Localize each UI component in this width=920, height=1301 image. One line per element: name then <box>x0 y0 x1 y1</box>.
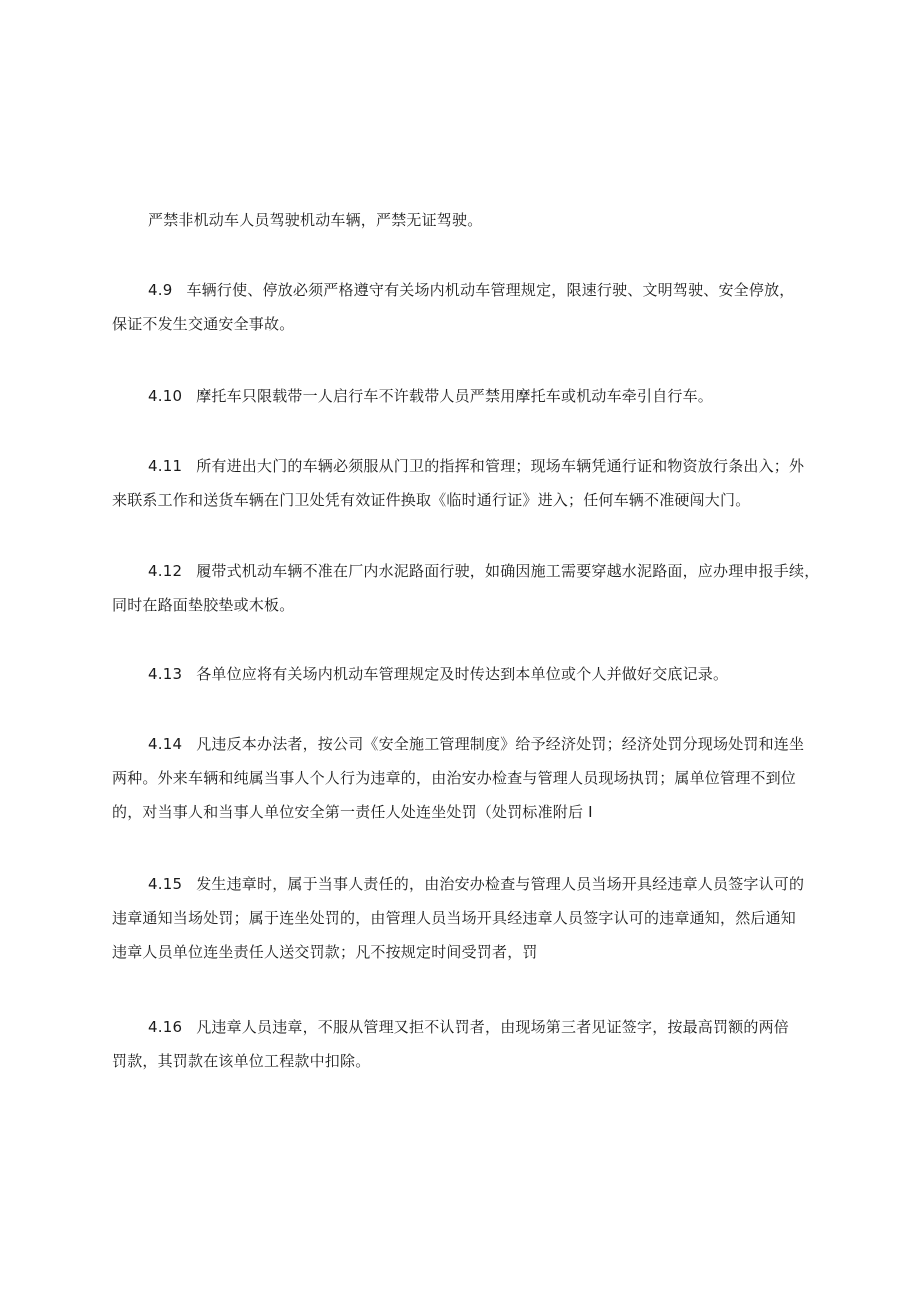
clause-text: 摩托车只限载带一人启行车不许载带人员严禁用摩托车或机动车牵引自行车。 <box>196 387 714 405</box>
clause-4-11 <box>112 449 812 517</box>
clause-text: 所有进出大门的车辆必须服从门卫的指挥和管理；现场车辆凭通行证和物资放行条出入；外 <box>196 457 805 475</box>
paragraph-line <box>112 273 812 307</box>
paragraph-line: 违章人员单位连坐责任人送交罚款；凡不按规定时间受罚者，罚 <box>112 943 538 961</box>
paragraph-line: 严禁非机动车人员驾驶机动车辆，严禁无证驾驶。 <box>148 211 483 229</box>
paragraph-line: 罚款，其罚款在该单位工程款中扣除。 <box>112 1052 371 1070</box>
clause-text: 车辆行使、停放必须严格遵守有关场内机动车管理规定，限速行驶、文明驾驶、安全停放， <box>186 281 795 299</box>
paragraph-continuation <box>112 203 812 237</box>
clause-text: 履带式机动车辆不准在厂内水泥路面行驶，如确因施工需要穿越水泥路面，应办理申报手续， <box>196 562 820 580</box>
paragraph-line <box>112 449 812 483</box>
clause-4-12 <box>112 554 820 622</box>
clause-number: 4.9 <box>148 281 173 299</box>
paragraph-line: 保证不发生交通安全事故。 <box>112 315 295 333</box>
clause-number: 4.13 <box>148 665 183 683</box>
paragraph-line: 同时在路面垫胶垫或木板。 <box>112 596 295 614</box>
clause-4-10 <box>112 379 812 413</box>
paragraph-line <box>112 867 812 901</box>
clause-number: 4.16 <box>148 1018 183 1036</box>
paragraph-line <box>112 727 812 761</box>
clause-number: 4.11 <box>148 457 183 475</box>
paragraph-line <box>112 554 820 588</box>
paragraph-line <box>112 657 812 691</box>
clause-text: 凡违章人员违章，不服从管理又拒不认罚者，由现场第三者见证签字，按最高罚额的两倍 <box>196 1018 790 1036</box>
clause-text: 发生违章时，属于当事人责任的，由治安办检查与管理人员当场开具经违章人员签字认可的 <box>196 875 805 893</box>
clause-4-14 <box>112 727 812 829</box>
paragraph-line: 来联系工作和送货车辆在门卫处凭有效证件换取《临时通行证》进入；任何车辆不准硬闯大门。 <box>112 491 751 509</box>
clause-4-15 <box>112 867 812 969</box>
paragraph-line: 两种。外来车辆和纯属当事人个人行为违章的，由治安办检查与管理人员现场执罚；属单位管理不到位 <box>112 769 797 787</box>
clause-4-13 <box>112 657 812 691</box>
paragraph-line: 的，对当事人和当事人单位安全第一责任人处连坐处罚（处罚标准附后 I <box>112 803 593 821</box>
paragraph-line: 违章通知当场处罚；属于连坐处罚的，由管理人员当场开具经违章人员签字认可的违章通知，然后通知 <box>112 909 797 927</box>
clause-number: 4.12 <box>148 562 183 580</box>
clause-number: 4.15 <box>148 875 183 893</box>
clause-number: 4.14 <box>148 735 183 753</box>
paragraph-line <box>112 379 812 413</box>
clause-text: 各单位应将有关场内机动车管理规定及时传达到本单位或个人并做好交底记录。 <box>196 665 729 683</box>
clause-4-16 <box>112 1010 812 1078</box>
clause-text: 凡违反本办法者，按公司《安全施工管理制度》给予经济处罚；经济处罚分现场处罚和连坐 <box>196 735 805 753</box>
paragraph-line <box>112 1010 812 1044</box>
clause-number: 4.10 <box>148 387 183 405</box>
clause-4-9 <box>112 273 812 341</box>
